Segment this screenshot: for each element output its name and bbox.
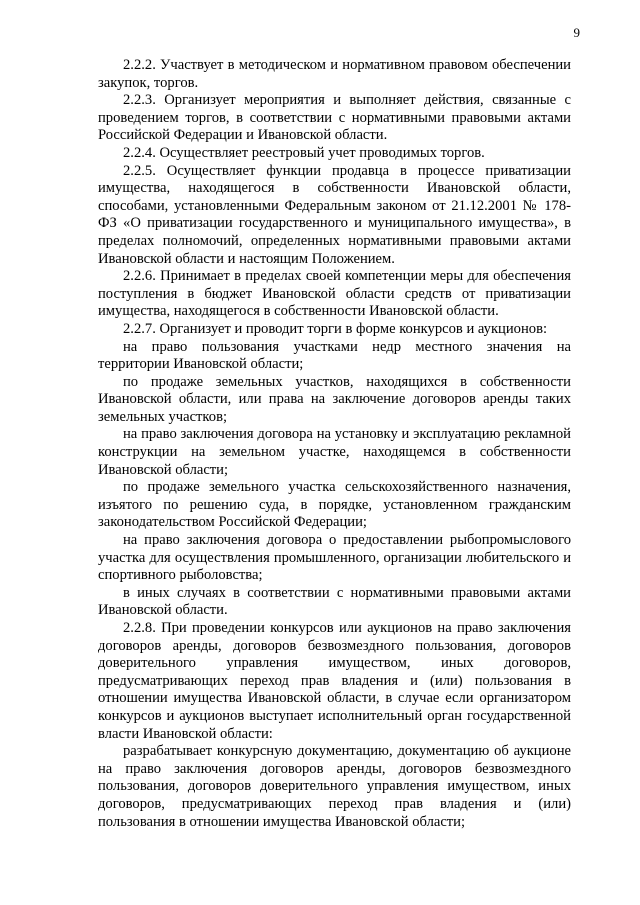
list-item: на право пользования участками недр местного значения на территории Ивановской области; [98,338,571,373]
list-item: на право заключения договора о предоставлении рыбопромыслового участка для осуществления промышленного, организации любительского и спортивного рыболовства; [98,532,571,584]
paragraph-2-2-2: 2.2.2. Участвует в методическом и нормативном правовом обеспечении закупок, торгов. [98,57,571,91]
list-item: в иных случаях в соответствии с нормативными правовыми актами Ивановской области. [98,584,571,619]
page-number: 9 [573,25,580,40]
paragraph-2-2-3: 2.2.3. Организует мероприятия и выполняет действия, связанные с проведением торгов, в соответствии с нормативными правовыми актами Российской Федерации и Ивановской области. [98,92,571,144]
list-item: по продаже земельного участка сельскохозяйственного назначения, изъятого по решению суда, в порядке, установленном гражданским законодательством Российской Федерации; [98,479,571,531]
paragraph-2-2-6: 2.2.6. Принимает в пределах своей компетенции меры для обеспечения поступления в бюджет Ивановской области средств от приватизации имущества, находящегося в собственности Ивановской области. [98,268,571,320]
list-item: на право заключения договора на установку и эксплуатацию рекламной конструкции на земельном участке, находящемся в собственности Ивановской области; [98,426,571,478]
paragraph-2-2-8: 2.2.8. При проведении конкурсов или аукционов на право заключения договоров аренды, договоров безвозмездного пользования, договоров доверительного управления имуществом, иных договоров, предусматривающих переход прав владения и (или) пользования в отношении имущества Ивановской области, в случае если организатором конкурсов и аукционов выступает исполнительный орган государственной власти Ивановской области: [98,620,571,742]
paragraph-2-2-7: 2.2.7. Организует и проводит торги в форме конкурсов и аукционов: [123,320,548,337]
list-item: по продаже земельных участков, находящихся в собственности Ивановской области, или права на заключение договоров аренды таких земельных участков; [98,373,571,425]
paragraph-2-2-4: 2.2.4. Осуществляет реестровый учет проводимых торгов. [123,144,485,161]
paragraph-2-2-5: 2.2.5. Осуществляет функции продавца в процессе приватизации имущества, находящегося в собственности Ивановской области, способами, установленными Федеральным законом от 21.12.2001 № 178-ФЗ «О приватизации государственного и муниципального имущества», в пределах полномочий, определенных нормативными правовыми актами Ивановской области и настоящим Положением. [98,162,571,267]
page-body [98,57,571,831]
list-item: разрабатывает конкурсную документацию, документацию об аукционе на право заключения договоров аренды, договоров безвозмездного пользования, договоров доверительного управления имуществом, иных договоров, предусматривающих переход прав владения и (или) пользования в отношении имущества Ивановской области; [98,743,571,830]
